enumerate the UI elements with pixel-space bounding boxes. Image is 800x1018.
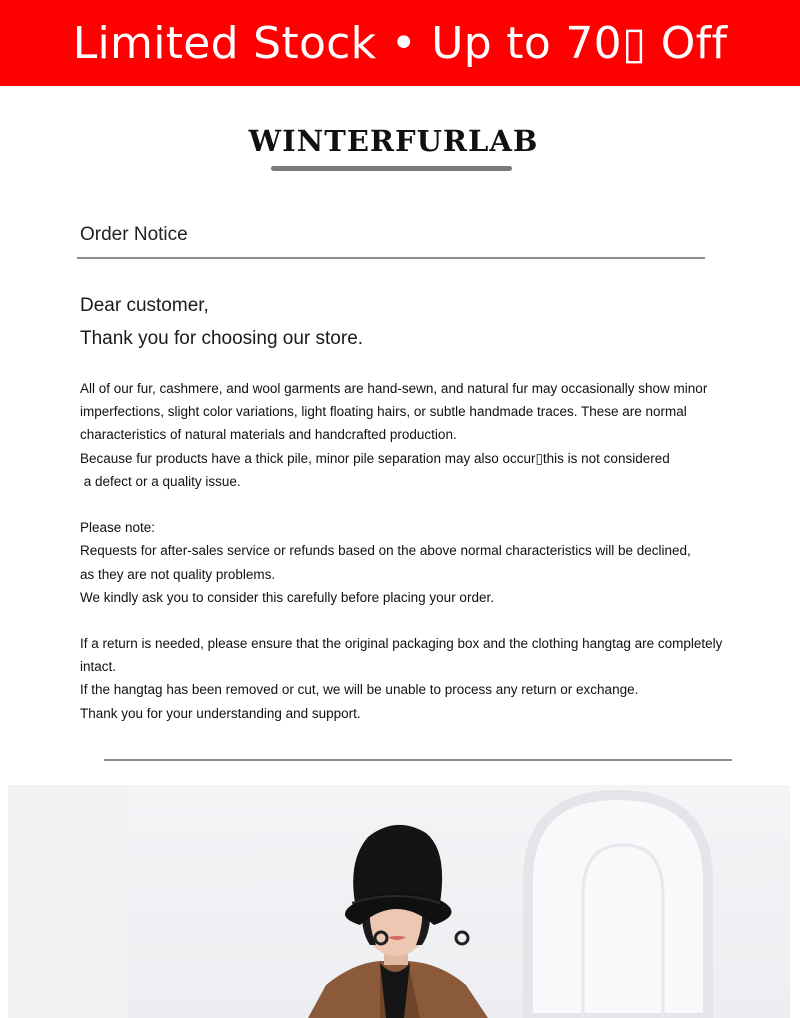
notice-title: Order Notice — [80, 224, 188, 245]
body-line: If the hangtag has been removed or cut, we will be unable to process any return or exchange. — [80, 682, 639, 698]
body-line: as they are not quality problems. — [80, 566, 276, 582]
body-spacer — [80, 609, 730, 632]
body-line: We kindly ask you to consider this carefully before placing your order. — [80, 589, 494, 605]
notice-body — [80, 377, 730, 725]
body-line: imperfections, slight color variations, light floating hairs, or subtle handmade traces. These are normal — [80, 404, 687, 420]
body-line: characteristics of natural materials and handcrafted production. — [80, 427, 457, 443]
body-line: Because fur products have a thick pile, minor pile separation may also occur▯this is not considered — [80, 450, 670, 466]
body-line: Requests for after-sales service or refunds based on the above normal characteristics will be declined, — [80, 543, 691, 559]
promo-banner-text: Limited Stock • Up to 70▯ Off — [72, 17, 728, 69]
body-line: Please note: — [80, 520, 156, 536]
promo-banner — [0, 0, 800, 86]
divider-bottom — [104, 759, 732, 761]
body-line: a defect or a quality issue. — [80, 473, 241, 489]
body-line: If a return is needed, please ensure that the original packaging box and the clothing hangtag are completely — [80, 636, 723, 652]
body-line: intact. — [80, 659, 117, 675]
body-line: Thank you for your understanding and support. — [80, 705, 361, 721]
product-photo — [8, 785, 790, 1018]
body-line: All of our fur, cashmere, and wool garments are hand-sewn, and natural fur may occasionally show minor — [80, 381, 708, 396]
model-photo-illustration — [8, 785, 790, 1018]
greeting-line-1: Dear customer, — [80, 295, 209, 316]
brand-logo: WINTERFURLAB — [248, 124, 539, 158]
greeting — [80, 289, 363, 355]
greeting-line-2: Thank you for choosing our store. — [80, 328, 364, 349]
brand-underline — [271, 166, 512, 171]
body-spacer — [80, 493, 730, 516]
divider-top — [77, 257, 705, 259]
